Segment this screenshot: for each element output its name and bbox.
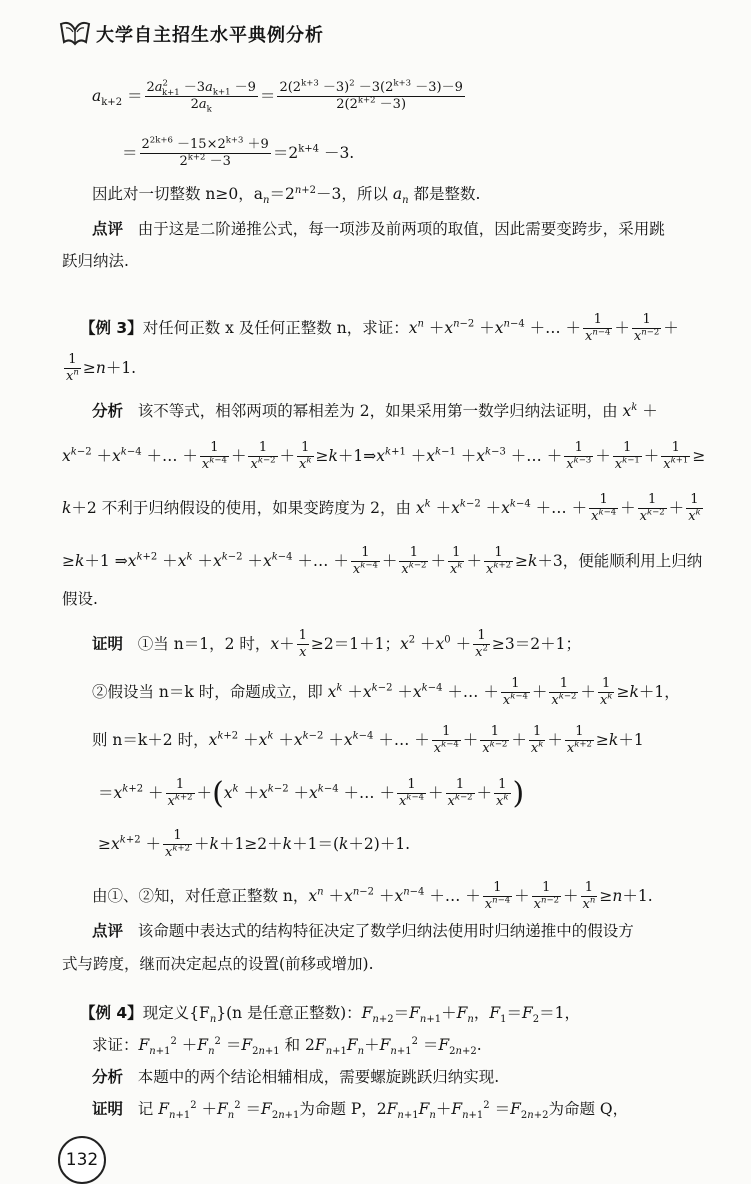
example-line: $\frac{1}{x^n}$ ≥n＋1. bbox=[66, 352, 137, 385]
text-segment: 因此对一切整数 n≥0，a bbox=[92, 185, 264, 203]
example-label: 【例 3】 bbox=[80, 318, 143, 337]
proof-label: 证明 bbox=[92, 634, 124, 653]
comment-text: 该命题中表达式的结构特征决定了数学归纳法使用时归纳递推中的假设方 bbox=[137, 922, 634, 940]
analysis-text: 本题中的两个结论相辅相成，需要螺旋跳跃归纳实现. bbox=[137, 1068, 500, 1086]
proof-line: 证明 记 $F_{n+1}^2 +F_n^2 =F_{2n+1}$为命题 P，$2F_{n+1}F_n+F_{n+1}^2 =F_{2n+2}$为命题 Q， bbox=[92, 1099, 629, 1122]
analysis-line: k＋2 不利于归纳假设的使用，如果变跨度为 2，由 $x^k +x^{k-2} +x^{k-4}$ ＋… ＋ $\frac{1}{x^{k-4}}$ ＋ $\frac{1}{x^{k-2}}$ ＋ $\frac{1}{x^k}$ bbox=[62, 492, 701, 525]
analysis-text: 假设. bbox=[62, 590, 98, 608]
proof-text: 记 bbox=[137, 1100, 159, 1118]
paragraph-line: 因此对一切整数 n≥0，$a_n=2^{n+2}-3$，所以 $a_n$ 都是整数. bbox=[92, 184, 481, 207]
analysis-line: ≥k＋1 $\Rightarrow x^{k+2} +x^k +x^{k-2} +x^{k-4}$ ＋… ＋ $\frac{1}{x^{k-4}}$ ＋ $\frac{1}{x^{k-2}}$ ＋ $\frac{1}{x^k}$ ＋ $\frac{1}{x^{k+2}}$ ≥k＋3，便能顺利用上归纳 bbox=[62, 545, 703, 578]
proof-text: 则 n＝k＋2 时， bbox=[92, 730, 209, 749]
analysis-line: $x^{k-2} +x^{k-4}$ ＋… ＋ $\frac{1}{x^{k-4}}$ ＋ $\frac{1}{x^{k-2}}$ ＋ $\frac{1}{x^k}$ $\ge k+1\Rightarrow x^{k+1} +x^{k-1} +x^{k-3}$ ＋… ＋ $\frac{1}{x^{k-3}}$ ＋ $\frac{1}{x^{k-1}}$ ＋ $\frac{1}{x^{k+1}}$ ≥ bbox=[62, 440, 706, 473]
comment-label: 点评 bbox=[92, 220, 124, 238]
analysis-text: 该不等式，相邻两项的幂相差为 2，如果采用第一数学归纳法证明，由 bbox=[137, 402, 623, 420]
page-number: 132 bbox=[58, 1136, 106, 1184]
proof-text: 为命题 Q， bbox=[548, 1100, 629, 1118]
proof-text: ②假设当 n＝k 时，命题成立，即 bbox=[92, 682, 328, 701]
comment-text: 式与跨度，继而决定起点的设置(前移或增加). bbox=[62, 955, 374, 973]
comment-line bbox=[62, 252, 129, 271]
analysis-label: 分析 bbox=[92, 402, 124, 420]
example-text: 现定义{F bbox=[142, 1004, 210, 1022]
equation-line: $a_{k+2}$ ＝ $\frac{2a^2_{k+1} -3a_{k+1} -9}{2a_k}$ ＝ $\frac{2(2^{k+3} -3)^2 -3(2^{k+3} -3)-9}{2(2^{k+2} -3)}$ bbox=[92, 78, 463, 115]
proof-line: ②假设当 n＝k 时，命题成立，即 $x^k +x^{k-2} +x^{k-4}$ ＋… ＋ $\frac{1}{x^{k-4}}$ ＋ $\frac{1}{x^{k-2}}$ ＋ $\frac{1}{x^k}$ ≥k＋1， bbox=[92, 676, 680, 709]
comment-text: 由于这是二阶递推公式，每一项涉及前两项的取值，因此需要变跨步，采用跳 bbox=[137, 220, 665, 238]
analysis-line bbox=[92, 1068, 499, 1087]
proof-line: 则 n＝k＋2 时，$x^{k+2} +x^k +x^{k-2} +x^{k-4}$ ＋… ＋ $\frac{1}{x^{k-4}}$ ＋ $\frac{1}{x^{k-2}}$ ＋ $\frac{1}{x^k}$ ＋ $\frac{1}{x^{k+2}}$ ≥k＋1 bbox=[92, 724, 644, 757]
analysis-line bbox=[62, 590, 98, 609]
example-text: 和 bbox=[284, 1036, 301, 1054]
equation-line: ＝ $\frac{2^{2k+6} -15\times 2^{k+3} +9}{2^{k+2} -3}$ $=2^{k+4} -3$. bbox=[122, 135, 355, 170]
proof-text: 为命题 P， bbox=[299, 1100, 377, 1118]
example-line: 【例 3】对任何正数 x 及任何正整数 n，求证：$x^n +x^{n-2} +x^{n-4}$ ＋… ＋ $\frac{1}{x^{n-4}}$ ＋ $\frac{1}{x^{n-2}}$ ＋ bbox=[80, 312, 679, 345]
comment-line bbox=[92, 922, 634, 941]
proof-line: $\ge x^{k+2}$ ＋ $\frac{1}{x^{k+2}}$ ＋k＋1≥2＋k＋1＝(k＋2)＋1. bbox=[98, 828, 411, 861]
proof-line: 证明 ①当 n＝1，2 时，x＋ $\frac{1}{x}$ ≥2＝1＋1；$x^2 +x^0$ ＋ $\frac{1}{x^2}$ ≥3＝2＋1； bbox=[92, 628, 581, 661]
analysis-text: 不利于归纳假设的使用，如果变跨度为 2，由 bbox=[101, 498, 416, 517]
example-label: 【例 4】 bbox=[80, 1004, 143, 1022]
proof-label: 证明 bbox=[92, 1100, 124, 1118]
book-logo-icon bbox=[58, 16, 92, 50]
proof-line: 由①、②知，对任意正整数 n，$x^n +x^{n-2} +x^{n-4}$ ＋… ＋ $\frac{1}{x^{n-4}}$ ＋ $\frac{1}{x^{n-2}}$ ＋ $\frac{1}{x^n}$ ≥n＋1. bbox=[92, 880, 653, 913]
page-header bbox=[58, 14, 718, 54]
example-text: 求证： bbox=[92, 1036, 139, 1054]
analysis-text: 便能顺利用上归纳 bbox=[578, 551, 703, 570]
example-text: }(n 是任意正整数)： bbox=[216, 1004, 362, 1022]
comment-label: 点评 bbox=[92, 922, 124, 940]
example-line: 【例 4】现定义$\{F_n\}(n$ 是任意正整数)：$F_{n+2}=F_{n+1}+F_n$，$F_1=F_2=1$， bbox=[80, 1004, 581, 1026]
analysis-label: 分析 bbox=[92, 1068, 124, 1086]
comment-line bbox=[92, 220, 665, 239]
proof-text: 由①、②知，对任意正整数 n， bbox=[92, 886, 309, 905]
comment-text: 跃归纳法. bbox=[62, 252, 129, 270]
header-title: 大学自主招生水平典例分析 bbox=[96, 25, 324, 46]
example-text: 对任何正数 x 及任何正整数 n，求证： bbox=[142, 318, 409, 337]
example-line: 求证：$F_{n+1}^2 +F_n^2 =F_{2n+1}$ 和 $2F_{n+1}F_n+F_{n+1}^2 =F_{2n+2}$. bbox=[92, 1035, 482, 1058]
comment-line bbox=[62, 955, 374, 974]
proof-line: $=x^{k+2}$ ＋ $\frac{1}{x^{k+2}}$ $+(x^k +x^{k-2} +x^{k-4}$ ＋… ＋ $\frac{1}{x^{k-4}}$ ＋ $\frac{1}{x^{k-2}}$ ＋ $\frac{1}{x^k}$ ) bbox=[98, 775, 525, 811]
analysis-line: 分析 该不等式，相邻两项的幂相差为 2，如果采用第一数学归纳法证明，由 $x^k$ ＋ bbox=[92, 401, 658, 420]
text-segment: 都是整数. bbox=[408, 185, 481, 203]
proof-text: ①当 n＝1，2 时， bbox=[137, 634, 271, 653]
